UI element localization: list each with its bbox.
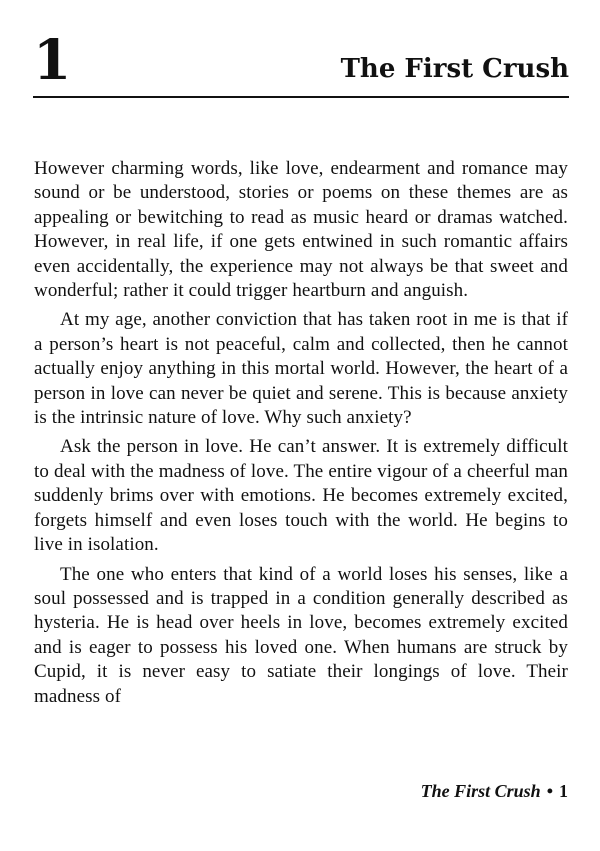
header-divider bbox=[33, 96, 569, 98]
chapter-title: The First Crush bbox=[340, 54, 569, 84]
page-number: 1 bbox=[559, 781, 568, 801]
chapter-number: 1 bbox=[33, 27, 72, 92]
body-text bbox=[34, 157, 568, 714]
running-title: The First Crush bbox=[420, 781, 541, 801]
paragraph-2: At my age, another conviction that has taken root in me is that if a person’s heart is not peaceful, calm and collected, then he cannot actually enjoy anything in this mortal world. However, the heart of a person in love can never be quiet and serene. This is because anxiety is the intrinsic nature of love. Why such anxiety? bbox=[34, 309, 568, 429]
footer-separator: • bbox=[546, 781, 553, 801]
paragraph-1: However charming words, like love, endearment and romance may sound or be understood, stories or poems on these themes are as appealing or bewitching to read as music heard or dramas watched. However, in real life, if one gets entwined in such romantic affairs even accidentally, the experience may not always be that sweet and wonderful; rather it could trigger heartburn and anguish. bbox=[34, 158, 568, 302]
paragraph-3: Ask the person in love. He can’t answer. It is extremely difficult to deal with the madness of love. The entire vigour of a cheerful man suddenly brims over with emotions. He becomes extremely excited, forgets himself and even loses touch with the world. He begins to live in isolation. bbox=[34, 436, 568, 556]
page-footer bbox=[421, 780, 568, 802]
paragraph-4: The one who enters that kind of a world loses his senses, like a soul possessed and is trapped in a condition generally described as hysteria. He is head over heels in love, becomes extremely excited and is eager to possess his loved one. When humans are struck by Cupid, it is never easy to satiate their longings of love. Their madness of bbox=[34, 563, 568, 707]
chapter-header bbox=[33, 27, 569, 98]
